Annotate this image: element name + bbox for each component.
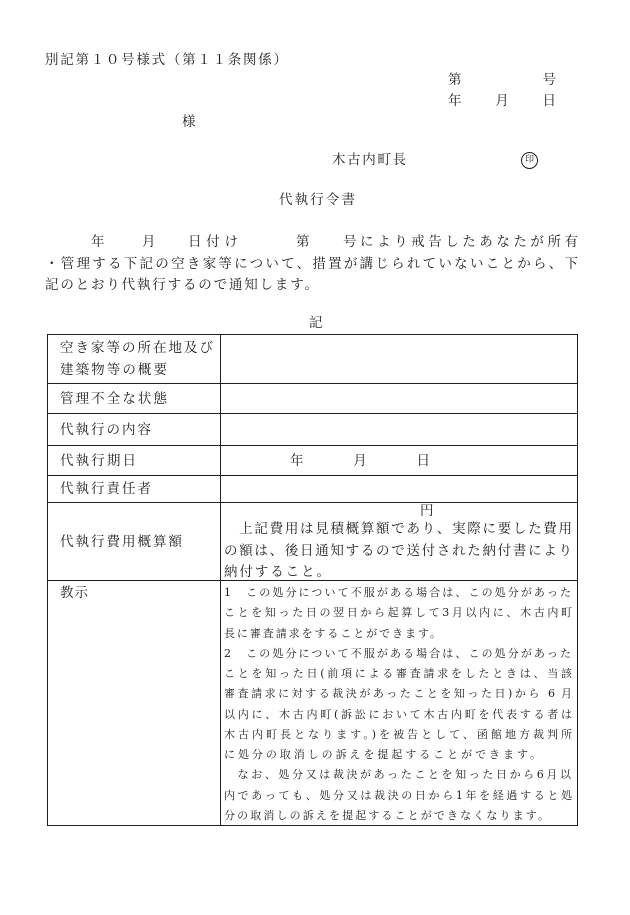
instruction-line: 分の取消しの訴えを提起することができなくなります。 — [224, 808, 549, 822]
instruction-value-cell — [221, 581, 577, 825]
cost-label-cell — [48, 503, 221, 580]
responsible-label: 代執行責任者 — [60, 481, 151, 497]
condition-value-field — [221, 384, 577, 413]
notice-line-1-text: 号により戒告したあなたが所有 — [343, 234, 578, 250]
document-number: 第 号 — [448, 72, 556, 88]
instruction-line: 1 この処分について不服がある場合は、この処分があった — [224, 586, 571, 599]
cost-unit: 円 — [420, 503, 434, 519]
addressee-honorific: 様 — [182, 114, 196, 130]
instruction-line: 2 この処分について不服がある場合は、この処分があった — [224, 646, 571, 660]
form-label: 別記第１０号様式（第１１条関係） — [45, 52, 287, 68]
table-row-condition — [48, 383, 577, 413]
instruction-label-cell — [48, 581, 221, 825]
property-label-cell — [48, 335, 221, 383]
content-value-field — [221, 414, 577, 445]
table-row-instruction — [48, 580, 577, 825]
table-row-date — [48, 445, 577, 475]
table-row-property — [48, 335, 577, 383]
enforcement-details-table — [47, 334, 578, 826]
property-label-line: 空き家等の所在地及び — [60, 340, 213, 356]
property-label — [60, 337, 213, 381]
instruction-line: 以内に、木古内町(訴訟において木古内町を代表する者は — [224, 707, 572, 721]
cost-note-line: 上記費用は見積概算額であり、実際に要した費用 — [224, 521, 572, 537]
table-row-content — [48, 413, 577, 445]
instruction-text — [224, 583, 572, 826]
table-row-responsible — [48, 475, 577, 502]
cost-note-line: 納付すること。 — [224, 564, 330, 580]
property-label-line: 建築物等の概要 — [60, 362, 167, 378]
notice-year: 年 — [91, 234, 105, 250]
notice-number-prefix: 第 — [296, 234, 310, 250]
notice-line-2: ・管理する下記の空き家等について、措置が講じられていないことから、下 — [45, 256, 578, 272]
notice-line-3: 記のとおり代執行するので通知します。 — [45, 277, 318, 293]
date-label: 代執行期日 — [60, 452, 136, 469]
seal-mark: 印 — [521, 152, 538, 169]
ki-label: 記 — [309, 315, 323, 331]
cost-label: 代執行費用概算額 — [60, 533, 182, 550]
responsible-label-cell — [48, 476, 221, 502]
date-value: 年 月 日 — [290, 452, 430, 469]
issuer-name: 木古内町長 — [332, 152, 406, 168]
cost-value-cell — [221, 503, 577, 580]
instruction-line: ことを知った日(前項による審査請求をしたときは、当該 — [224, 667, 572, 681]
notice-month: 月 — [142, 234, 156, 250]
cost-note-line: の額は、後日通知するので送付された納付書により — [224, 542, 572, 559]
content-label-cell — [48, 414, 221, 445]
instruction-line: 審査請求に対する裁決があったことを知った日)から 6 月 — [224, 687, 572, 701]
responsible-value-field — [221, 476, 577, 502]
instruction-line: 内であっても、処分又は裁決の日から1年を経過すると処 — [224, 788, 572, 802]
notice-day: 日付け — [188, 234, 238, 250]
issue-date: 年 月 日 — [448, 93, 556, 109]
instruction-label: 教示 — [60, 585, 88, 601]
instruction-line: に処分の取消しの訴えを提起することができます。 — [224, 748, 541, 762]
instruction-line: なお、処分又は裁決があったことを知った日から6月以 — [224, 768, 571, 782]
date-label-cell — [48, 446, 221, 475]
condition-label-cell — [48, 384, 221, 413]
instruction-line: 木古内町長となります。)を被告として、函館地方裁判所 — [224, 727, 572, 741]
content-label: 代執行の内容 — [60, 421, 151, 438]
property-value-field — [221, 335, 577, 383]
date-value-cell — [221, 446, 577, 475]
instruction-line: 長に審査請求をすることができます。 — [224, 626, 441, 640]
document-title: 代執行令書 — [279, 192, 355, 208]
table-row-cost — [48, 502, 577, 580]
instruction-line: ことを知った日の翌日から起算して3月以内に、木古内町 — [224, 606, 572, 620]
cost-note — [224, 519, 572, 584]
condition-label: 管理不全な状態 — [60, 390, 167, 407]
